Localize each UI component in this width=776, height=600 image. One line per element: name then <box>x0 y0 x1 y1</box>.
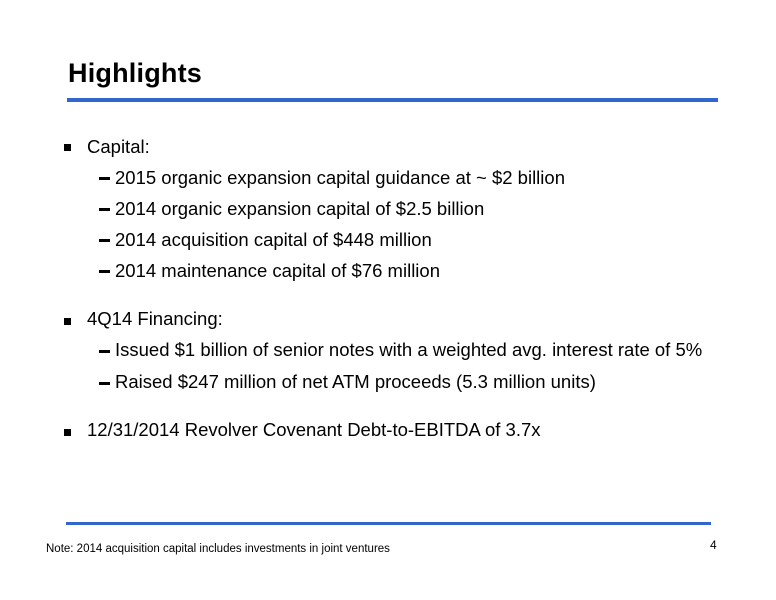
footnote: Note: 2014 acquisition capital includes investments in joint ventures <box>46 543 390 555</box>
footer-rule <box>66 522 711 525</box>
capital-item: 2014 maintenance capital of $76 million <box>115 260 440 281</box>
bullet-square-icon <box>64 318 71 325</box>
dash-icon <box>99 208 110 211</box>
bullet-square-icon <box>64 144 71 151</box>
capital-item: 2014 acquisition capital of $448 million <box>115 229 432 250</box>
dash-icon <box>99 382 110 385</box>
slide-title: Highlights <box>68 58 202 88</box>
section-heading-financing: 4Q14 Financing: <box>87 308 223 329</box>
section-heading-capital: Capital: <box>87 136 150 157</box>
financing-item: Raised $247 million of net ATM proceeds (5.3 million units) <box>115 371 596 392</box>
title-underline <box>67 98 718 102</box>
capital-item: 2014 organic expansion capital of $2.5 billion <box>115 198 485 219</box>
dash-icon <box>99 177 110 180</box>
financing-item: Issued $1 billion of senior notes with a weighted avg. interest rate of 5% <box>115 339 703 360</box>
dash-icon <box>99 350 110 353</box>
section-heading-covenant: 12/31/2014 Revolver Covenant Debt-to-EBITDA of 3.7x <box>87 419 541 440</box>
dash-icon <box>99 239 110 242</box>
bullet-square-icon <box>64 429 71 436</box>
capital-item: 2015 organic expansion capital guidance at ~ $2 billion <box>115 167 565 188</box>
dash-icon <box>99 270 110 273</box>
page-number: 4 <box>710 538 717 552</box>
